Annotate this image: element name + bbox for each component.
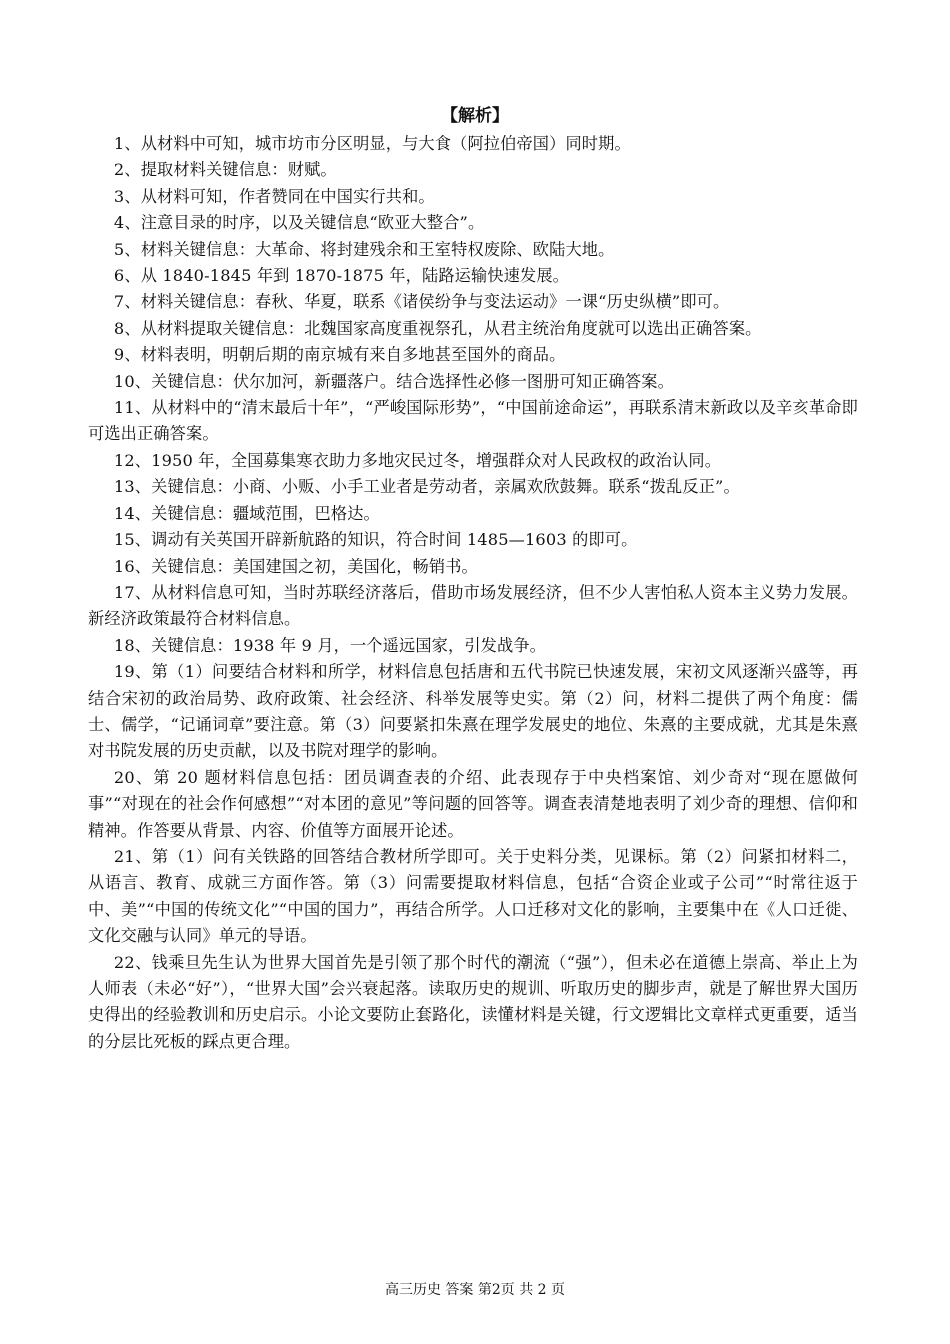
- analysis-item-6: 6、从 1840-1845 年到 1870-1875 年，陆路运输快速发展。: [113, 266, 570, 286]
- analysis-item-9: 9、材料表明，明朝后期的南京城有来自多地甚至国外的商品。: [113, 345, 566, 365]
- analysis-item-4: 4、注意目录的时序，以及关键信息“欧亚大整合”。: [113, 213, 485, 233]
- analysis-item-14: 14、关键信息：疆域范围，巴格达。: [113, 503, 380, 523]
- analysis-list: [88, 131, 858, 1055]
- analysis-item-21: 21、第（1）问有关铁路的回答结合教材所学即可。关于史料分类，见课标。第（2）问紧扣材料二，从语言、教育、成就三方面作答。第（3）问需要提取材料信息，包括“合资企业或子公司”“时常往返于中、美”“中国的传统文化”“中国的国力”，再结合所学。人口迁移对文化的影响，主要集中在《人口迁徙、文化交融与认同》单元的导语。: [88, 846, 858, 946]
- analysis-item-13: 13、关键信息：小商、小贩、小手工业者是劳动者，亲属欢欣鼓舞。联系“拨乱反正”。: [113, 477, 740, 497]
- page-title: 【解析】: [441, 106, 509, 126]
- analysis-item-2: 2、提取材料关键信息：财赋。: [113, 160, 337, 180]
- analysis-item-12: 12、1950 年，全国募集寒衣助力多地灾民过冬，增强群众对人民政权的政治认同。: [113, 450, 722, 470]
- analysis-item-16: 16、关键信息：美国建国之初，美国化，畅销书。: [113, 556, 478, 576]
- analysis-item-22: 22、钱乘旦先生认为世界大国首先是引领了那个时代的潮流（“强”），但未必在道德上崇高、举止上为人师表（未必“好”），“世界大国”会兴衰起落。读取历史的规训、听取历史的脚步声，就是了解世界大国历史得出的经验教训和历史启示。小论文要防止套路化，读懂材料是关键，行文逻辑比文章样式更重要，适当的分层比死板的踩点更合理。: [88, 952, 858, 1051]
- analysis-item-20: 20、第 20 题材料信息包括：团员调查表的介绍、此表现存于中央档案馆、刘少奇对“现在愿做何事”“对现在的社会作何感想”“对本团的意见”等问题的回答等。调查表清楚地表明了刘少奇的理想、信仰和精神。作答要从背景、内容、价值等方面展开论述。: [88, 767, 858, 840]
- analysis-item-7: 7、材料关键信息：春秋、华夏，联系《诸侯纷争与变法运动》一课“历史纵横”即可。: [113, 292, 730, 312]
- analysis-item-15: 15、调动有关英国开辟新航路的知识，符合时间 1485—1603 的即可。: [113, 530, 638, 550]
- analysis-item-17: 17、从材料信息可知，当时苏联经济落后，借助市场发展经济，但不少人害怕私人资本主义势力发展。新经济政策最符合材料信息。: [88, 582, 858, 629]
- analysis-item-10: 10、关键信息：伏尔加河，新疆落户。结合选择性必修一图册可知正确答案。: [113, 371, 674, 391]
- page-footer: 高三历史 答案 第2页 共 2 页: [384, 1282, 566, 1298]
- analysis-item-8: 8、从材料提取关键信息：北魏国家高度重视祭孔，从君主统治角度就可以选出正确答案。: [113, 318, 762, 338]
- analysis-item-1: 1、从材料中可知，城市坊市分区明显，与大食（阿拉伯帝国）同时期。: [113, 134, 631, 153]
- analysis-item-19: 19、第（1）问要结合材料和所学，材料信息包括唐和五代书院已快速发展，宋初文风逐渐兴盛等，再结合宋初的政治局势、政府政策、社会经济、科举发展等史实。第（2）问，材料二提供了两个角度：儒士、儒学，“记诵词章”要注意。第（3）问要紧扣朱熹在理学发展史的地位、朱熹的主要成就，尤其是朱熹对书院发展的历史贡献，以及书院对理学的影响。: [88, 662, 858, 761]
- analysis-item-3: 3、从材料可知，作者赞同在中国实行共和。: [113, 186, 435, 206]
- analysis-item-11: 11、从材料中的“清末最后十年”，“严峻国际形势”，“中国前途命运”，再联系清末新政以及辛亥革命即可选出正确答案。: [88, 398, 858, 444]
- analysis-item-5: 5、材料关键信息：大革命、将封建残余和王室特权废除、欧陆大地。: [113, 239, 615, 259]
- analysis-item-18: 18、关键信息：1938 年 9 月，一个遥远国家，引发战争。: [113, 635, 547, 655]
